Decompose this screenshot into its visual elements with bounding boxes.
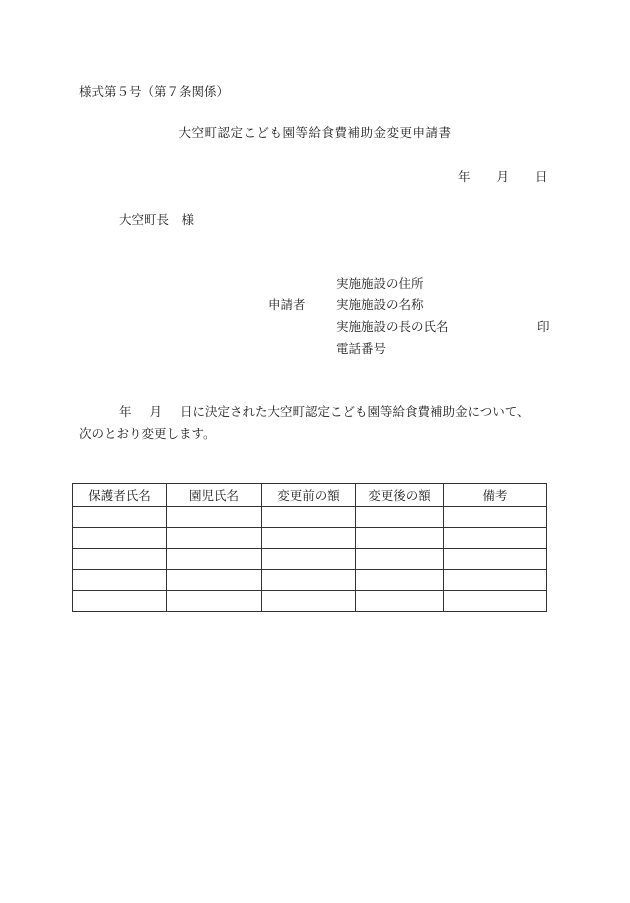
table-cell[interactable] [356,528,444,549]
facility-head-name-label: 実施施設の長の氏名 [336,319,449,334]
body-text-line-1 [119,402,530,420]
table-cell[interactable] [356,591,444,612]
date-year: 年 [458,169,471,184]
header-remarks: 備考 [444,484,547,507]
table-row [73,570,547,591]
date-month: 月 [496,169,510,184]
table-row [73,528,547,549]
table-cell[interactable] [73,528,167,549]
table-cell[interactable] [262,528,356,549]
facility-address-label: 実施施設の住所 [336,276,424,291]
table-cell[interactable] [444,507,547,528]
seal-mark: 印 [537,319,550,334]
form-number: 様式第５号（第７条関係） [79,84,230,99]
header-amount-after: 変更後の額 [356,484,444,507]
table-cell[interactable] [356,507,444,528]
table-cell[interactable] [167,549,262,570]
table-cell[interactable] [356,570,444,591]
table-row [73,507,547,528]
table-header-row [73,484,547,507]
table-row [73,591,547,612]
change-table [72,483,547,612]
body-year: 年 [119,404,132,419]
header-child-name: 園児氏名 [167,484,262,507]
table-cell[interactable] [444,528,547,549]
table-cell[interactable] [73,549,167,570]
date-day: 日 [535,169,548,184]
table-cell[interactable] [73,570,167,591]
phone-number-label: 電話番号 [336,341,387,356]
table-cell[interactable] [444,570,547,591]
body-month: 月 [149,404,163,419]
table-cell[interactable] [444,591,547,612]
table-cell[interactable] [444,549,547,570]
facility-name-label: 実施施設の名称 [336,297,424,312]
table-cell[interactable] [73,507,167,528]
addressee: 大空町長 様 [119,212,195,227]
body-text-line-2: 次のとおり変更します。 [79,426,216,441]
applicant-label: 申請者 [268,297,306,312]
date-line [458,167,548,185]
table-cell[interactable] [167,507,262,528]
table-cell[interactable] [262,591,356,612]
body-rest: 日に決定された大空町認定こども園等給食費補助金について、 [180,404,530,419]
table-cell[interactable] [262,507,356,528]
table-row [73,549,547,570]
table-cell[interactable] [262,570,356,591]
table-cell[interactable] [167,570,262,591]
table-cell[interactable] [262,549,356,570]
table-cell[interactable] [167,591,262,612]
table-cell[interactable] [356,549,444,570]
document-title: 大空町認定こども園等給食費補助金変更申請書 [178,125,452,140]
table-cell[interactable] [73,591,167,612]
header-amount-before: 変更前の額 [262,484,356,507]
table-cell[interactable] [167,528,262,549]
header-guardian-name: 保護者氏名 [73,484,167,507]
